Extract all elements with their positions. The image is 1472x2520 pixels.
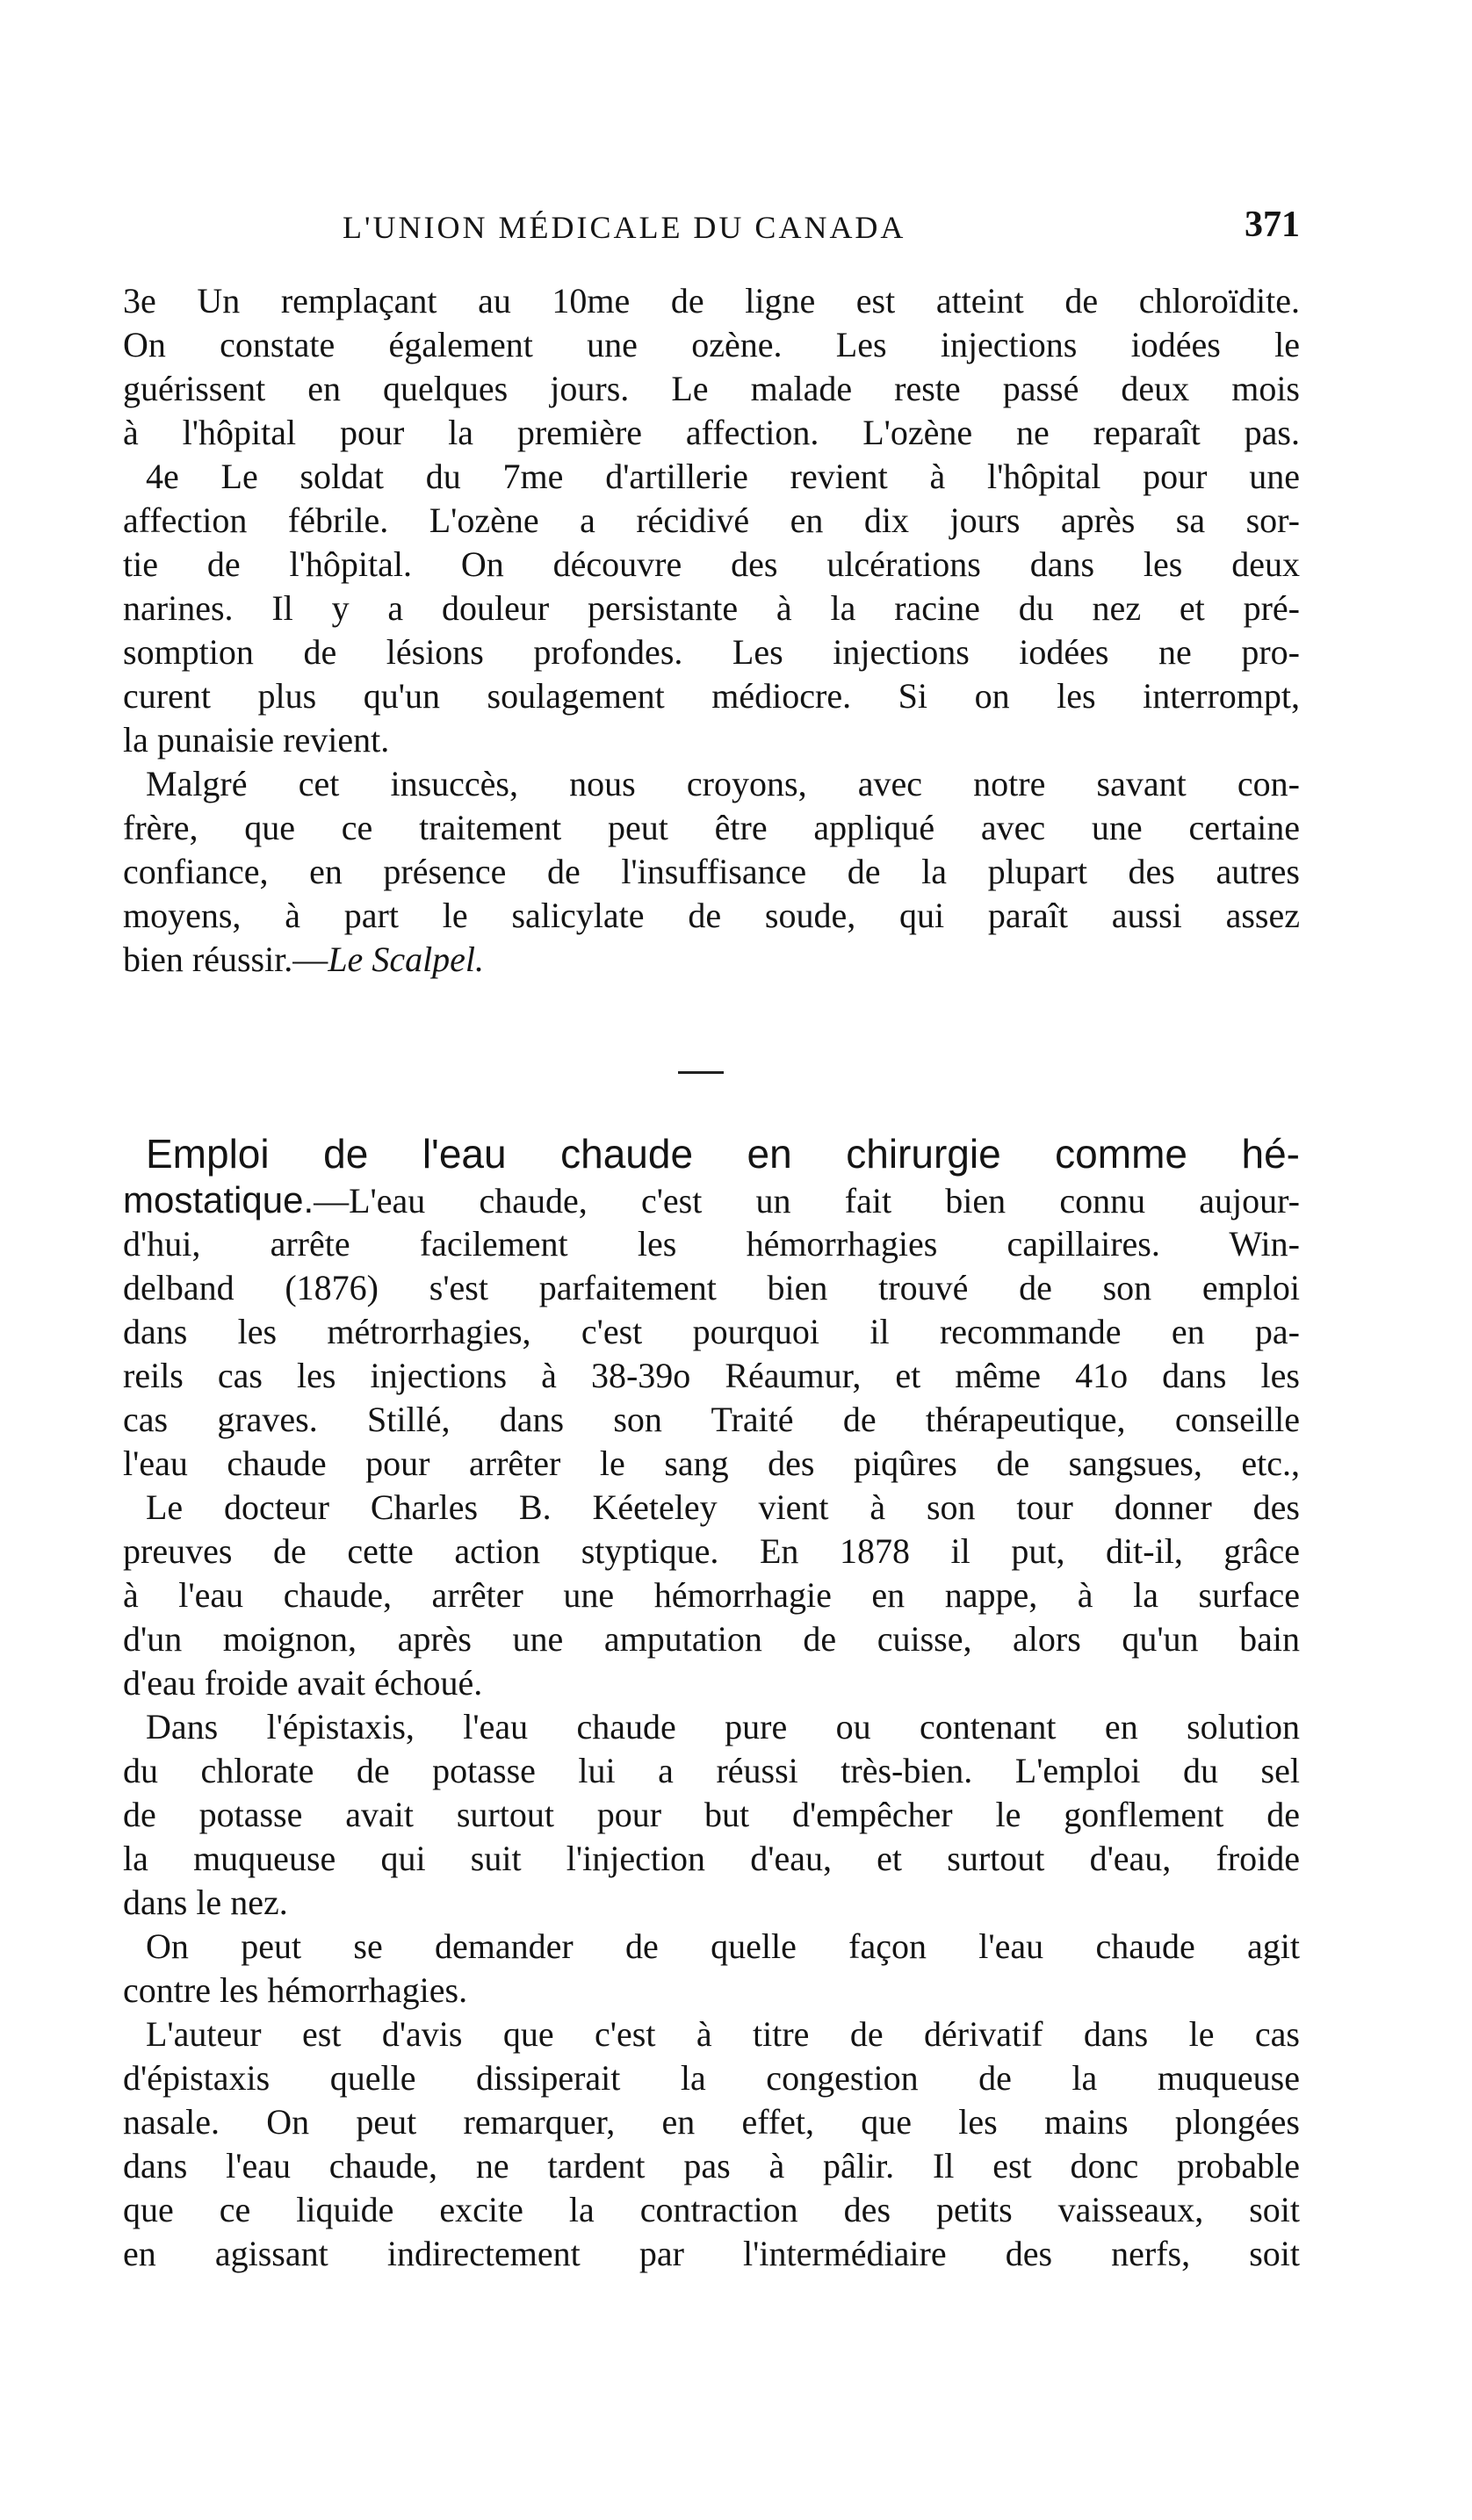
text-line: la punaisie revient. xyxy=(123,720,390,760)
text-line-with-heading xyxy=(123,1178,1300,1222)
text-line: narines. Il y a douleur persistante à la racine du nez et pré- xyxy=(123,588,1300,628)
text-line: en agissant indirectement par l'intermédiaire des nerfs, soit xyxy=(123,2234,1300,2273)
page-number: 371 xyxy=(1245,205,1300,245)
text-line: On constate également une ozène. Les injections iodées le xyxy=(123,325,1300,364)
text-line: Malgré cet insuccès, nous croyons, avec notre savant con- xyxy=(146,764,1300,803)
text-line: du chlorate de potasse lui a réussi très-bien. L'emploi du sel xyxy=(123,1751,1300,1790)
text-line: confiance, en présence de l'insuffisance de la plupart des autres xyxy=(123,852,1300,891)
text-line: la muqueuse qui suit l'injection d'eau, et surtout d'eau, froide xyxy=(123,1839,1300,1878)
text-fragment: —L'eau chaude, c'est un fait bien connu aujour- xyxy=(314,1181,1300,1220)
text-line: contre les hémorrhagies. xyxy=(123,1970,468,2010)
text-line: frère, que ce traitement peut être appliqué avec une certaine xyxy=(123,808,1300,847)
text-line-with-source xyxy=(123,938,1300,982)
text-line: d'épistaxis quelle dissiperait la congestion de la muqueuse xyxy=(123,2058,1300,2098)
text-line: que ce liquide excite la contraction des petits vaisseaux, soit xyxy=(123,2190,1300,2229)
text-fragment: bien réussir.— xyxy=(123,940,328,979)
text-line: guérissent en quelques jours. Le malade reste passé deux mois xyxy=(123,369,1300,408)
text-line: reils cas les injections à 38-39o Réaumur, et même 41o dans les xyxy=(123,1356,1300,1395)
text-line: d'eau froide avait échoué. xyxy=(123,1663,483,1703)
text-line: nasale. On peut remarquer, en effet, que les mains plongées xyxy=(123,2102,1300,2142)
text-line: tie de l'hôpital. On découvre des ulcérations dans les deux xyxy=(123,544,1300,584)
text-line: moyens, à part le salicylate de soude, qui paraît aussi assez xyxy=(123,896,1300,935)
section-separator xyxy=(678,1071,724,1074)
continued-article xyxy=(123,279,1300,982)
journal-title: L'UNION MÉDICALE DU CANADA xyxy=(343,210,906,245)
text-line: L'auteur est d'avis que c'est à titre de dérivatif dans le cas xyxy=(146,2014,1300,2054)
text-line: de potasse avait surtout pour but d'empêcher le gonflement de xyxy=(123,1795,1300,1834)
source-citation: Le Scalpel. xyxy=(328,940,485,979)
article-heading: Emploi de l'eau chaude en chirurgie comme hé- xyxy=(146,1131,1300,1177)
article-heading-continued: mostatique. xyxy=(123,1179,314,1220)
running-head xyxy=(123,204,1300,256)
text-line: delband (1876) s'est parfaitement bien trouvé de son emploi xyxy=(123,1268,1300,1307)
text-line: dans les métrorrhagies, c'est pourquoi il recommande en pa- xyxy=(123,1312,1300,1351)
text-line: affection fébrile. L'ozène a récidivé en dix jours après sa sor- xyxy=(123,500,1300,540)
text-line: On peut se demander de quelle façon l'eau chaude agit xyxy=(146,1926,1300,1966)
text-line: d'hui, arrête facilement les hémorrhagies capillaires. Win- xyxy=(123,1224,1300,1264)
text-line: somption de lésions profondes. Les injections iodées ne pro- xyxy=(123,632,1300,672)
text-line: Le docteur Charles B. Kéeteley vient à son tour donner des xyxy=(146,1487,1300,1527)
text-line: dans l'eau chaude, ne tardent pas à pâlir. Il est donc probable xyxy=(123,2146,1300,2185)
text-line: cas graves. Stillé, dans son Traité de thérapeutique, conseille xyxy=(123,1400,1300,1439)
text-line: dans le nez. xyxy=(123,1883,288,1922)
text-line: à l'eau chaude, arrêter une hémorrhagie en nappe, à la surface xyxy=(123,1575,1300,1615)
text-line: curent plus qu'un soulagement médiocre. Si on les interrompt, xyxy=(123,676,1300,716)
text-line: à l'hôpital pour la première affection. L'ozène ne reparaît pas. xyxy=(123,413,1300,452)
text-line: 3e Un remplaçant au 10me de ligne est atteint de chloroïdite. xyxy=(123,281,1300,320)
text-line: Dans l'épistaxis, l'eau chaude pure ou contenant en solution xyxy=(146,1707,1300,1746)
text-line: preuves de cette action styptique. En 1878 il put, dit-il, grâce xyxy=(123,1531,1300,1571)
article-emploi-eau-chaude xyxy=(123,1129,1300,2276)
text-line: 4e Le soldat du 7me d'artillerie revient à l'hôpital pour une xyxy=(146,457,1300,496)
text-line: d'un moignon, après une amputation de cuisse, alors qu'un bain xyxy=(123,1619,1300,1659)
text-line: l'eau chaude pour arrêter le sang des piqûres de sangsues, etc., xyxy=(123,1444,1300,1483)
